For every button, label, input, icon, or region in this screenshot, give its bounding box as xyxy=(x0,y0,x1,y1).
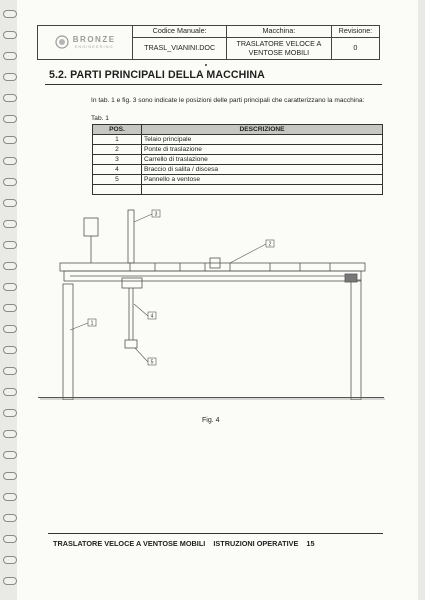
row-description: Ponte di traslazione xyxy=(142,145,383,155)
stray-dot xyxy=(205,64,207,66)
binding-ring xyxy=(3,430,17,438)
callout-3: 3 xyxy=(154,211,158,218)
logo-subtext: ENGINEERING xyxy=(74,43,114,49)
manual-code-value: TRASL_VIANINI.DOC xyxy=(133,38,227,60)
row-pos: 2 xyxy=(93,145,142,155)
binding-ring xyxy=(3,178,17,186)
parts-table xyxy=(92,124,383,195)
binding-ring xyxy=(3,10,17,18)
table-row xyxy=(93,175,383,185)
figure-caption: Fig. 4 xyxy=(202,417,220,424)
row-description: Braccio di salita / discesa xyxy=(142,165,383,175)
binding-ring xyxy=(3,94,17,102)
suction-panel xyxy=(125,340,137,348)
logo-text: BRONZE xyxy=(72,35,116,45)
binding-ring xyxy=(3,514,17,522)
table-row xyxy=(93,135,383,145)
table-row xyxy=(93,155,383,165)
binding-ring xyxy=(3,304,17,312)
callout-1: 1 xyxy=(90,320,94,327)
row-pos: 4 xyxy=(93,165,142,175)
callout-5: 5 xyxy=(150,359,154,366)
row-description: Telaio principale xyxy=(142,135,383,145)
control-panel xyxy=(84,218,98,236)
row-pos: 5 xyxy=(93,175,142,185)
binding-ring xyxy=(3,136,17,144)
revision-label: Revisione: xyxy=(331,26,379,38)
row-description: Pannello a ventose xyxy=(142,175,383,185)
binding-ring xyxy=(3,409,17,417)
intro-paragraph: In tab. 1 e fig. 3 sono indicate le posizioni delle parti principali che caratterizzano la macchina: xyxy=(91,97,365,104)
footer-machine: TRASLATORE VELOCE A VENTOSE MOBILI xyxy=(53,539,206,548)
binding-ring xyxy=(3,283,17,291)
binding-ring xyxy=(3,367,17,375)
table-row-empty xyxy=(93,185,383,195)
col-header-description: DESCRIZIONE xyxy=(142,125,383,135)
machine-name: TRASLATORE VELOCE A VENTOSE MOBILI xyxy=(226,38,331,60)
page-footer xyxy=(53,539,321,548)
row-description: Carrello di traslazione xyxy=(142,155,383,165)
title-underline xyxy=(45,84,382,85)
callout-4: 4 xyxy=(150,313,154,320)
footer-doc-type: ISTRUZIONI OPERATIVE xyxy=(213,539,299,548)
binding-ring xyxy=(3,535,17,543)
bridge-beam xyxy=(60,263,365,271)
frame-leg-left xyxy=(63,284,73,400)
binding-ring xyxy=(3,346,17,354)
binding-ring xyxy=(3,73,17,81)
binding-ring xyxy=(3,115,17,123)
binding-ring xyxy=(3,388,17,396)
binding-ring xyxy=(3,52,17,60)
binding-ring xyxy=(3,262,17,270)
document-header xyxy=(37,25,380,60)
machine-drawing xyxy=(40,200,385,400)
table-row xyxy=(93,165,383,175)
logo-cell xyxy=(38,26,133,60)
frame-leg-right xyxy=(351,280,361,400)
footer-rule xyxy=(48,533,383,534)
row-pos: 3 xyxy=(93,155,142,165)
binding-ring xyxy=(3,472,17,480)
col-header-pos: POS. xyxy=(93,125,142,135)
binding-ring xyxy=(3,220,17,228)
callout-2: 2 xyxy=(268,241,272,248)
section-title: 5.2. PARTI PRINCIPALI DELLA MACCHINA xyxy=(49,69,265,81)
company-logo-icon xyxy=(55,35,69,49)
binding-ring xyxy=(3,556,17,564)
row-pos: 1 xyxy=(93,135,142,145)
machine-label: Macchina: xyxy=(226,26,331,38)
page-number: 15 xyxy=(306,539,315,548)
binding-ring xyxy=(3,493,17,501)
binding-ring xyxy=(3,199,17,207)
table-label: Tab. 1 xyxy=(91,115,109,122)
figure-baseline xyxy=(38,397,384,398)
table-row xyxy=(93,145,383,155)
binding-ring xyxy=(3,451,17,459)
binding-ring xyxy=(3,241,17,249)
translation-carriage xyxy=(122,278,142,288)
binding-ring xyxy=(3,577,17,585)
manual-code-label: Codice Manuale: xyxy=(133,26,227,38)
binding-ring xyxy=(3,31,17,39)
revision-value: 0 xyxy=(331,38,379,60)
vertical-mast xyxy=(128,210,134,263)
binding-ring xyxy=(3,325,17,333)
binding-ring xyxy=(3,157,17,165)
